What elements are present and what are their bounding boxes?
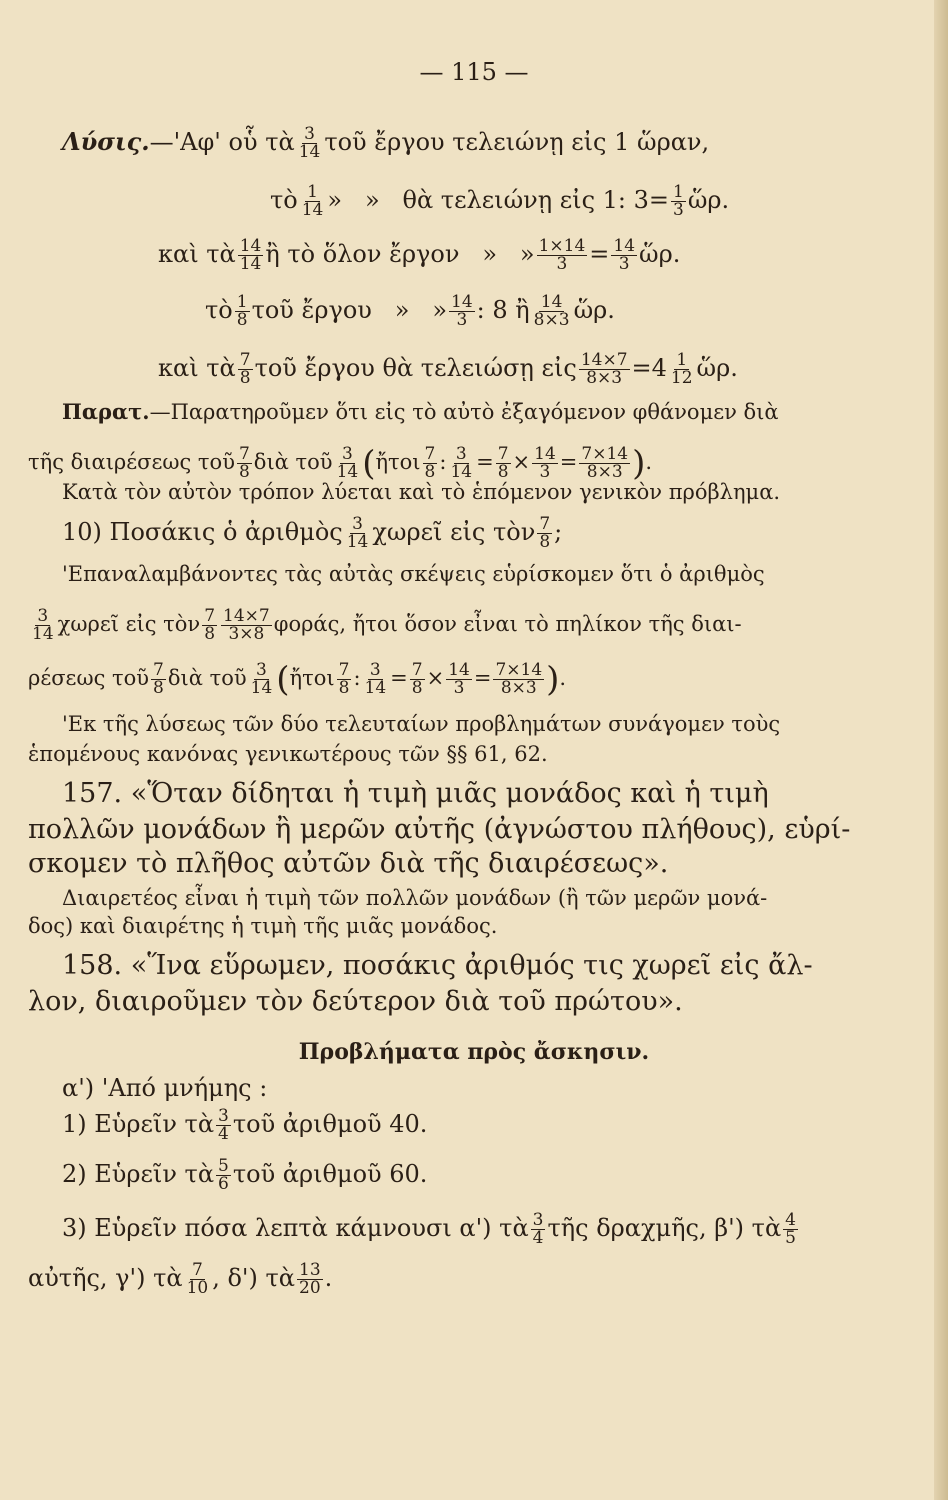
fraction: $\frac{7}{8}$ xyxy=(239,350,251,388)
fraction: $\frac{7}{8}$ xyxy=(153,660,164,698)
repeat-line-2: $\frac{3}{14}$ χωρεῖ εἰς τὸν $\frac{7}{8}$ $\frac{14\times 7}{3\times 8}$ φοράς, ἤτοι ὅσον εἶναι τὸ πηλίκον τῆς διαι- xyxy=(32,606,742,644)
fraction: $\frac{7}{8}$ xyxy=(338,660,350,698)
fraction: $\frac{7}{8}$ xyxy=(204,606,216,644)
exercises-heading: Προβλήματα πρὸς ἄσκησιν. xyxy=(298,1039,650,1065)
fraction: $\frac{7}{8}$ xyxy=(497,444,509,482)
fraction: $\frac{5}{6}$ xyxy=(218,1156,229,1194)
fraction: $\frac{14\times 7}{8\times 3}$ xyxy=(580,350,628,388)
rule-158-line-2: λον, διαιροῦμεν τὸν δεύτερον διὰ τοῦ πρώτου». xyxy=(28,986,683,1017)
conclusion-line-1: 'Εκ τῆς λύσεως τῶν δύο τελευταίων προβλημάτων συνάγομεν τοὺς xyxy=(62,712,781,736)
fraction: $\frac{4}{5}$ xyxy=(785,1210,796,1248)
solution-label: Λύσις. xyxy=(62,127,150,156)
rule-157-line-2: πολλῶν μονάδων ἢ μερῶν αὐτῆς (ἀγνώστου πλήθους), εὑρί- xyxy=(28,814,851,845)
solution-line-4: τὸ $\frac{1}{8}$ τοῦ ἔργου » » $\frac{14}{3}$ : 8 ἢ $\frac{14}{8\times 3}$ ὥρ. xyxy=(205,292,615,330)
conclusion-line-2: ἑπομένους κανόνας γενικωτέρους τῶν §§ 61, 62. xyxy=(28,742,548,766)
fraction: $\frac{3}{4}$ xyxy=(218,1106,229,1144)
fraction: $\frac{7\times 14}{8\times 3}$ xyxy=(495,660,543,698)
rule-157-note-1: Διαιρετέος εἶναι ἡ τιμὴ τῶν πολλῶν μονάδων (ἢ τῶν μερῶν μονά- xyxy=(62,886,768,910)
fraction: $\frac{1}{12}$ xyxy=(670,350,693,388)
fraction: $\frac{1\times 14}{3}$ xyxy=(538,236,586,274)
fraction: $\frac{14}{14}$ xyxy=(239,236,262,274)
fraction: $\frac{14}{3}$ xyxy=(613,236,636,274)
fraction: $\frac{14}{3}$ xyxy=(451,292,473,330)
exercise-3-continued: αὐτῆς, γ') τὰ $\frac{7}{10}$ , δ') τὰ $\frac{13}{20}$ . xyxy=(28,1260,333,1298)
solution-line-3: καὶ τὰ $\frac{14}{14}$ ἢ τὸ ὅλον ἔργον » » $\frac{1\times 14}{3}$ = $\frac{14}{3}$ ὥρ. xyxy=(158,236,681,274)
exercises-subheading: α') 'Από μνήμης : xyxy=(62,1074,268,1102)
exercise-2: 2) Εὑρεῖν τὰ $\frac{5}{6}$ τοῦ ἀριθμοῦ 60. xyxy=(62,1156,428,1194)
repeat-line-1: 'Επαναλαμβάνοντες τὰς αὐτὰς σκέψεις εὑρίσκομεν ὅτι ὁ ἀριθμὸς xyxy=(62,562,765,586)
repeat-line-3: ρέσεως τοῦ $\frac{7}{8}$ διὰ τοῦ $\frac{3}{14}$ (ἤτοι $\frac{7}{8}$ : $\frac{3}{14}$ = $\frac{7}{8}$ × $\frac{14}{3}$ = $\frac{7\times 14}{8\times 3}$ ). xyxy=(28,659,567,700)
fraction: $\frac{7}{8}$ xyxy=(424,444,436,482)
fraction: $\frac{1}{3}$ xyxy=(673,182,684,220)
remark-label: Παρατ. xyxy=(62,399,150,424)
fraction: $\frac{13}{20}$ xyxy=(299,1260,321,1298)
rule-157-line-1: 157. «Ὅταν δίδηται ἡ τιμὴ μιᾶς μονάδος καὶ ἡ τιμὴ xyxy=(62,778,769,809)
solution-line-1: Λύσις.—'Αφ' οὗ τὰ $\frac{3}{14}$ τοῦ ἔργου τελειώνῃ εἰς 1 ὥραν, xyxy=(62,124,710,162)
page-edge xyxy=(934,0,948,1500)
fraction: $\frac{3}{14}$ xyxy=(32,606,54,644)
exercise-1: 1) Εὑρεῖν τὰ $\frac{3}{4}$ τοῦ ἀριθμοῦ 40. xyxy=(62,1106,428,1144)
fraction: $\frac{14\times 7}{3\times 8}$ xyxy=(223,606,270,644)
remark-line-1: Παρατ.—Παρατηροῦμεν ὅτι εἰς τὸ αὐτὸ ἐξαγόμενον φθάνομεν διὰ xyxy=(62,399,779,424)
fraction: $\frac{7}{8}$ xyxy=(539,514,551,552)
rule-157-note-2: δος) καὶ διαιρέτης ἡ τιμὴ τῆς μιᾶς μονάδος. xyxy=(28,914,498,938)
fraction: $\frac{7\times 14}{8\times 3}$ xyxy=(581,444,629,482)
fraction: $\frac{7}{8}$ xyxy=(411,660,423,698)
fraction: $\frac{1}{8}$ xyxy=(236,292,248,330)
rule-157-line-3: σκομεν τὸ πλῆθος αὐτῶν διὰ τῆς διαιρέσεως». xyxy=(28,848,669,879)
fraction: $\frac{14}{3}$ xyxy=(534,444,556,482)
fraction: $\frac{3}{14}$ xyxy=(336,444,359,482)
fraction: $\frac{14}{8\times 3}$ xyxy=(533,292,570,330)
fraction: $\frac{3}{14}$ xyxy=(298,124,321,162)
fraction: $\frac{7}{10}$ xyxy=(186,1260,209,1298)
fraction: $\frac{3}{14}$ xyxy=(250,660,273,698)
exercise-3: 3) Εὑρεῖν πόσα λεπτὰ κάμνουσι α') τὰ $\frac{3}{4}$ τῆς δραχμῆς, β') τὰ $\frac{4}{5}$ xyxy=(62,1210,796,1248)
fraction: $\frac{1}{14}$ xyxy=(301,182,324,220)
fraction: $\frac{14}{3}$ xyxy=(448,660,470,698)
problem-10: 10) Ποσάκις ὁ ἀριθμὸς $\frac{3}{14}$ χωρεῖ εἰς τὸν $\frac{7}{8}$ ; xyxy=(62,514,563,552)
fraction: $\frac{3}{14}$ xyxy=(450,444,473,482)
remark-line-2: τῆς διαιρέσεως τοῦ $\frac{7}{8}$ διὰ τοῦ $\frac{3}{14}$ (ἤτοι $\frac{7}{8}$ : $\frac{3}{14}$ = $\frac{7}{8}$ × $\frac{14}{3}$ = $\frac{7\times 14}{8\times 3}$ ). xyxy=(28,443,653,484)
fraction: $\frac{3}{14}$ xyxy=(346,514,369,552)
remark-line-3: Κατὰ τὸν αὐτὸν τρόπον λύεται καὶ τὸ ἑπόμενον γενικὸν πρόβλημα. xyxy=(62,480,781,504)
fraction: $\frac{3}{4}$ xyxy=(532,1210,544,1248)
fraction: $\frac{3}{14}$ xyxy=(364,660,387,698)
rule-158-line-1: 158. «Ἵνα εὕρωμεν, ποσάκις ἀριθμός τις χωρεῖ εἰς ἄλ- xyxy=(62,950,813,981)
solution-line-5: καὶ τὰ $\frac{7}{8}$ τοῦ ἔργου θὰ τελειώσῃ εἰς $\frac{14\times 7}{8\times 3}$ =4 $\frac{1}{12}$ ὥρ. xyxy=(158,350,738,388)
page-number: — 115 — xyxy=(419,58,529,86)
fraction: $\frac{7}{8}$ xyxy=(238,444,250,482)
solution-line-2: τὸ $\frac{1}{14}$ » » θὰ τελειώνῃ εἰς 1: 3= $\frac{1}{3}$ ὥρ. xyxy=(270,182,730,220)
